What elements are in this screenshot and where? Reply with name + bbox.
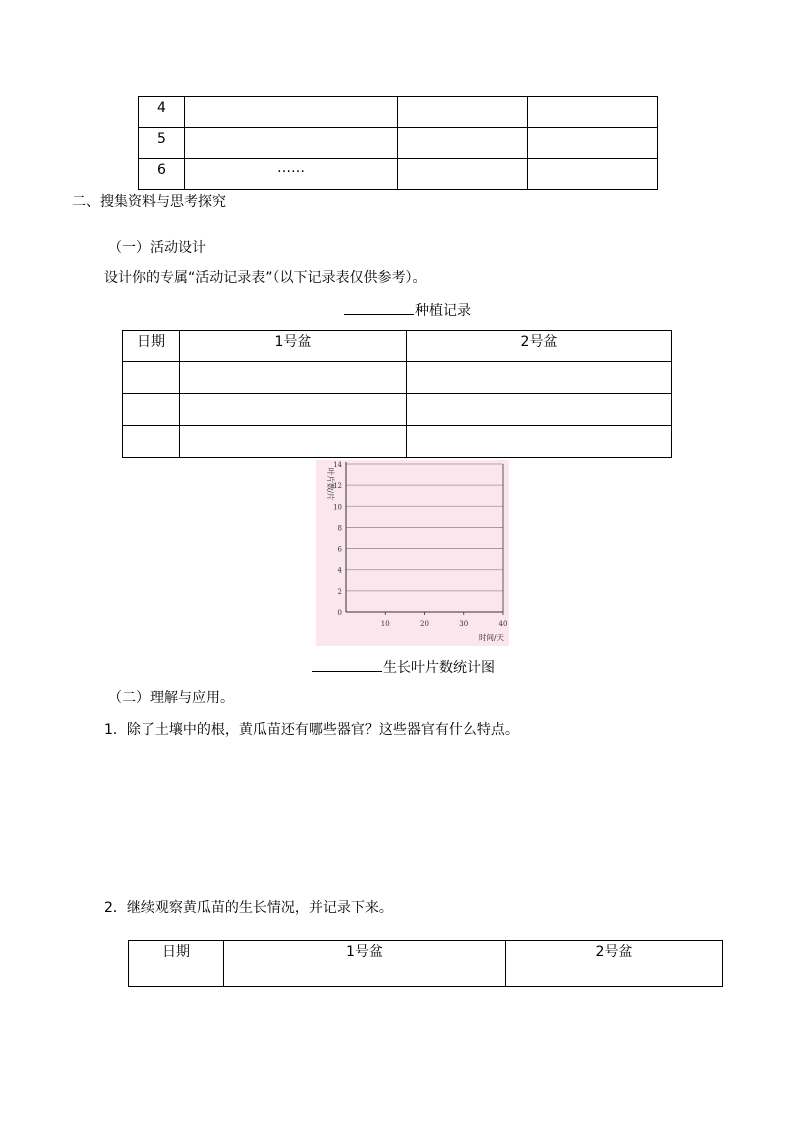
table-cell[interactable] xyxy=(528,159,658,190)
header-date: 日期 xyxy=(129,941,224,987)
header-date: 日期 xyxy=(123,331,180,362)
y-tick-label: 4 xyxy=(337,566,342,575)
table-cell[interactable] xyxy=(180,362,407,394)
y-tick-label: 14 xyxy=(333,461,342,469)
chart-svg xyxy=(316,460,509,646)
table-cell[interactable] xyxy=(528,97,658,128)
question-1: 1．除了土壤中的根，黄瓜苗还有哪些器官？这些器官有什么特点。 xyxy=(104,722,519,738)
table-header-row xyxy=(129,941,723,987)
table-cell[interactable] xyxy=(180,426,407,458)
section-heading: 二、搜集资料与思考探究 xyxy=(72,194,226,210)
table-cell[interactable] xyxy=(123,426,180,458)
y-tick-label: 2 xyxy=(337,587,342,596)
part1-title: （一）活动设计 xyxy=(108,240,206,256)
table-cell[interactable]: …… xyxy=(185,159,398,190)
part2-title: （二）理解与应用。 xyxy=(108,690,234,706)
table-cell[interactable] xyxy=(185,128,398,159)
x-axis-label: 时间/天 xyxy=(478,633,504,642)
header-pot2: 2号盆 xyxy=(506,941,723,987)
table-row xyxy=(123,394,672,426)
table-cell[interactable] xyxy=(398,159,528,190)
table-cell[interactable] xyxy=(123,394,180,426)
table-header-row xyxy=(123,331,672,362)
y-axis-label: 叶片数/片 xyxy=(326,468,335,501)
y-tick-label: 12 xyxy=(333,482,342,491)
top-table xyxy=(138,96,658,190)
caption-blank[interactable] xyxy=(312,657,382,672)
row-number: 4 xyxy=(139,97,185,128)
part1-instruction: 设计你的专属“活动记录表”（以下记录表仅供参考）。 xyxy=(104,270,427,286)
y-tick-label: 10 xyxy=(333,503,342,512)
y-tick-label: 0 xyxy=(337,609,342,617)
header-pot1: 1号盆 xyxy=(180,331,407,362)
header-pot2: 2号盆 xyxy=(407,331,672,362)
table-row xyxy=(123,362,672,394)
x-tick-label: 10 xyxy=(380,620,390,628)
table-row xyxy=(139,159,658,190)
table-cell[interactable] xyxy=(185,97,398,128)
table-cell[interactable] xyxy=(407,394,672,426)
caption-blank[interactable] xyxy=(344,300,414,315)
table-cell[interactable] xyxy=(398,97,528,128)
y-tick-label: 8 xyxy=(337,524,342,533)
record-table xyxy=(122,330,672,458)
table-row xyxy=(139,128,658,159)
table-cell[interactable] xyxy=(180,394,407,426)
chart-caption-text: 生长叶片数统计图 xyxy=(383,660,495,676)
x-tick-label: 20 xyxy=(420,620,429,628)
observation-table xyxy=(128,940,723,987)
table-cell[interactable] xyxy=(407,362,672,394)
header-pot1: 1号盆 xyxy=(224,941,506,987)
table-row xyxy=(139,97,658,128)
table-cell[interactable] xyxy=(528,128,658,159)
question-2: 2．继续观察黄瓜苗的生长情况，并记录下来。 xyxy=(104,900,393,916)
row-number: 6 xyxy=(139,159,185,190)
y-tick-label: 6 xyxy=(337,545,342,554)
table-cell[interactable] xyxy=(398,128,528,159)
table-cell[interactable] xyxy=(407,426,672,458)
table-cell[interactable] xyxy=(123,362,180,394)
chart-caption xyxy=(312,657,495,678)
row-number: 5 xyxy=(139,128,185,159)
x-tick-label: 30 xyxy=(459,620,469,628)
leaf-count-chart xyxy=(316,460,509,646)
x-tick-label: 40 xyxy=(498,620,508,628)
record-caption xyxy=(344,300,471,321)
table-row xyxy=(123,426,672,458)
record-caption-text: 种植记录 xyxy=(415,303,471,319)
